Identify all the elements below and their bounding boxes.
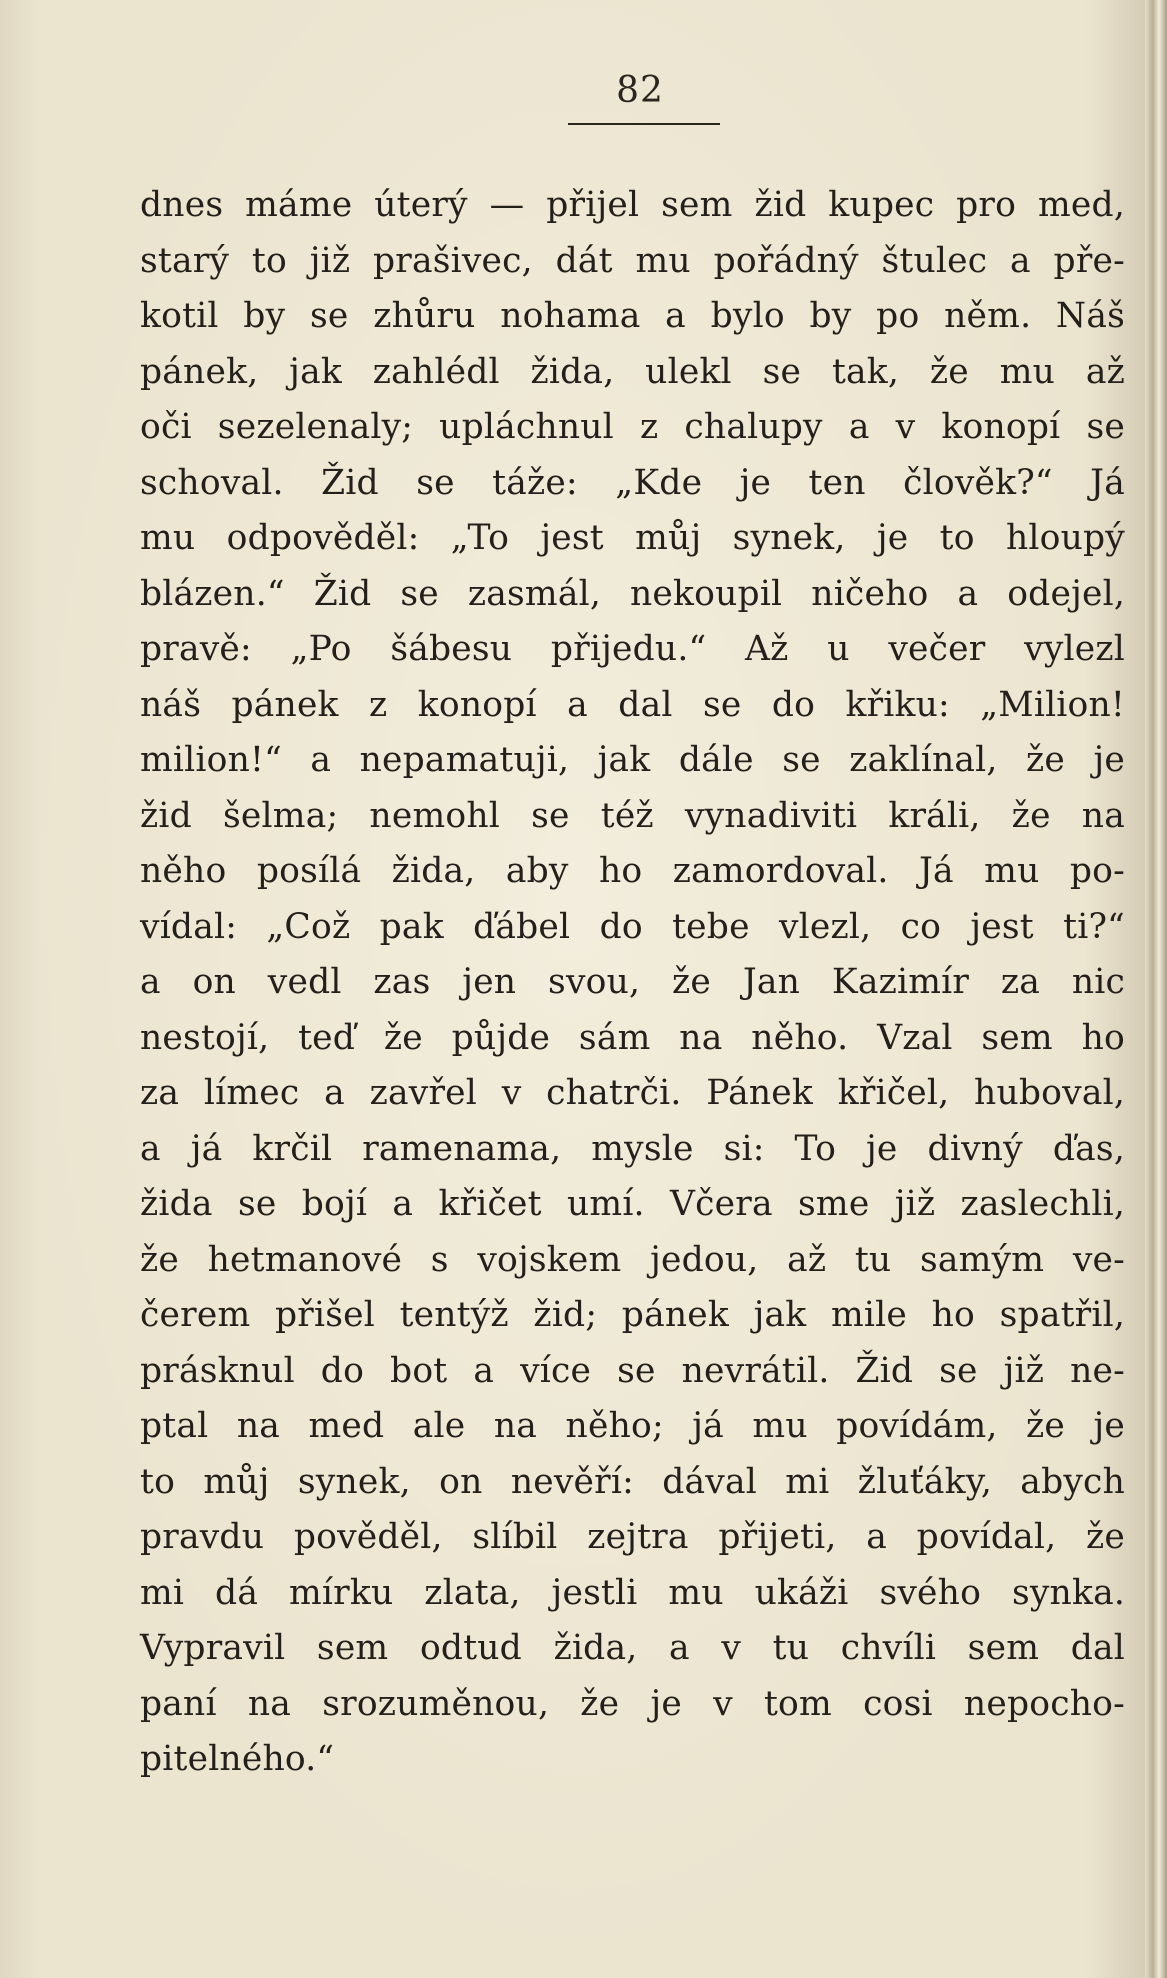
text-line: kotil by se zhůru nohama a bylo by po něm. Náš <box>140 296 1125 336</box>
page-number: 82 <box>616 70 664 111</box>
text-line: čerem přišel tentýž žid; pánek jak mile ho spatřil, <box>140 1295 1125 1335</box>
text-line: starý to již prašivec, dát mu pořádný štulec a pře- <box>140 240 1125 281</box>
text-line: pánek, jak zahlédl žida, ulekl se tak, že mu až <box>140 351 1125 392</box>
text-line: že hetmanové s vojskem jedou, až tu samým ve- <box>140 1239 1125 1280</box>
text-line: dnes máme úterý — přijel sem žid kupec pro med, <box>140 185 1125 225</box>
text-line: oči sezelenaly; upláchnul z chalupy a v konopí se <box>140 407 1125 447</box>
header-rule <box>568 123 720 125</box>
text-line: Vypravil sem odtud žida, a v tu chvíli sem dal <box>140 1628 1125 1668</box>
text-line: vídal: „Což pak ďábel do tebe vlezl, co jest ti?“ <box>140 906 1125 947</box>
text-line-last: pitelného.“ <box>140 1739 335 1779</box>
text-line: blázen.“ Žid se zasmál, nekoupil ničeho a odejel, <box>140 573 1125 614</box>
text-line: paní na srozuměnou, že je v tom cosi nepocho- <box>140 1683 1125 1724</box>
text-line: milion!“ a nepamatuji, jak dále se zaklínal, že je <box>140 740 1125 780</box>
text-line: mi dá mírku zlata, jestli mu ukáži svého synka. <box>140 1572 1125 1613</box>
text-line: za límec a zavřel v chatrči. Pánek křičel, huboval, <box>140 1073 1125 1113</box>
text-line: nestojí, teď že půjde sám na něho. Vzal sem ho <box>140 1017 1125 1058</box>
text-line: ptal na med ale na něho; já mu povídám, že je <box>140 1406 1125 1446</box>
text-line: a on vedl zas jen svou, že Jan Kazimír za nic <box>140 962 1125 1002</box>
text-line: a já krčil ramenama, mysle si: To je divný ďas, <box>140 1128 1125 1169</box>
text-line: schoval. Žid se táže: „Kde je ten člověk?“ Já <box>140 462 1125 503</box>
text-line: pravě: „Po šábesu přijedu.“ Až u večer vylezl <box>140 629 1125 669</box>
text-line: prásknul do bot a více se nevrátil. Žid se již ne- <box>140 1350 1125 1391</box>
text-line: to můj synek, on nevěří: dával mi žluťáky, abych <box>140 1461 1125 1502</box>
text-line: náš pánek z konopí a dal se do křiku: „Milion! <box>140 684 1125 725</box>
page-edge <box>1145 0 1167 1978</box>
body-text <box>140 178 1125 1788</box>
text-line: žid šelma; nemohl se též vynadiviti králi, že na <box>140 795 1125 836</box>
text-line: něho posílá žida, aby ho zamordoval. Já mu po- <box>140 851 1125 891</box>
text-line: mu odpověděl: „To jest můj synek, je to hloupý <box>140 518 1125 558</box>
text-line: žida se bojí a křičet umí. Včera sme již zaslechli, <box>140 1184 1125 1224</box>
text-line: pravdu pověděl, slíbil zejtra přijeti, a povídal, že <box>140 1517 1125 1557</box>
